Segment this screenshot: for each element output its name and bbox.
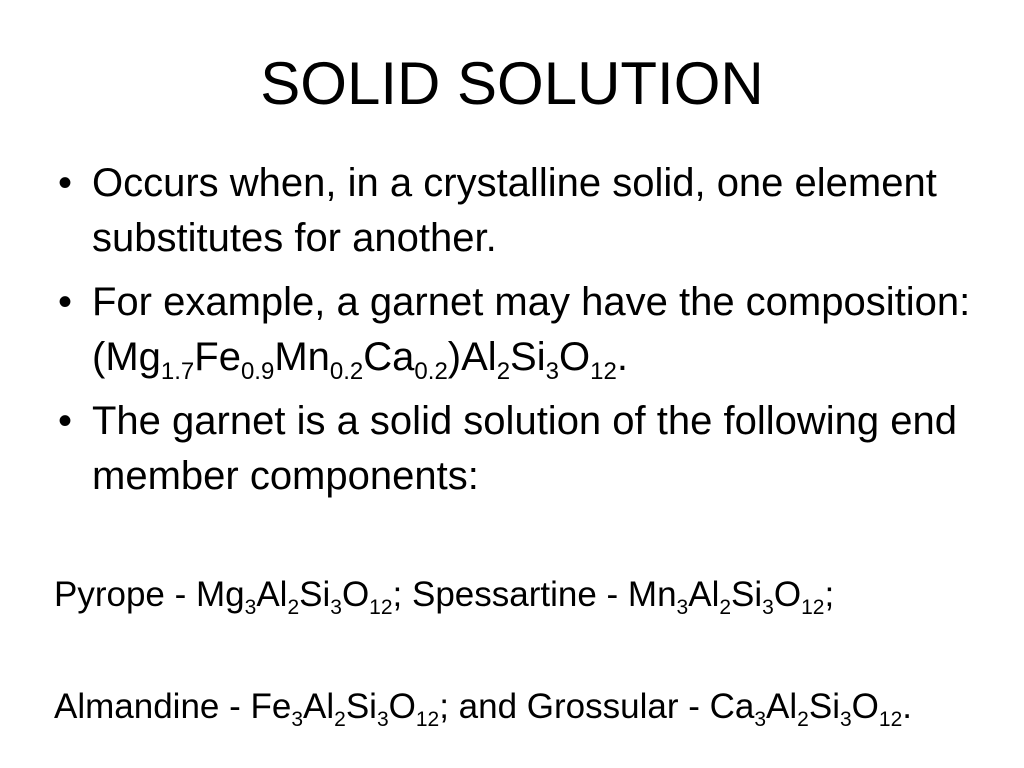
- subscript: 0.9: [240, 358, 275, 385]
- subscript: 12: [878, 708, 903, 731]
- end-member-almandine-grossular: [54, 682, 1024, 731]
- subscript: 3: [244, 596, 257, 619]
- text-run: Si: [808, 687, 840, 726]
- text-run: (Mg: [92, 335, 161, 379]
- bullet-dot-icon: •: [58, 161, 73, 205]
- text-run: O: [558, 335, 591, 379]
- text-run: Mn: [274, 335, 330, 379]
- subscript: 0.2: [329, 358, 364, 385]
- text-run: Fe: [194, 335, 241, 379]
- subscript: 3: [291, 708, 304, 731]
- bullet-text: Occurs when, in a crystalline solid, one element substitutes for another.: [92, 161, 937, 260]
- subscript: 12: [590, 358, 617, 385]
- text-run: )Al: [447, 335, 497, 379]
- subscript: 3: [754, 708, 767, 731]
- text-run: O: [773, 575, 802, 614]
- text-run: Ca: [363, 335, 415, 379]
- bullet-item: [56, 394, 1016, 504]
- subscript: 0.2: [414, 358, 448, 385]
- text-run: O: [851, 687, 879, 726]
- text-run: ;: [824, 575, 835, 614]
- text-run: Si: [299, 575, 331, 614]
- subscript: 12: [369, 596, 393, 619]
- text-run: .: [616, 335, 628, 379]
- subscript: 12: [801, 596, 825, 619]
- subscript: 2: [287, 596, 300, 619]
- text-run: Si: [731, 575, 763, 614]
- text-run: Si: [510, 335, 546, 379]
- bullet-text: The garnet is a solid solution of the following end member components:: [92, 399, 957, 498]
- text-run: .: [902, 687, 912, 726]
- bullet-text: For example, a garnet may have the composition:: [92, 280, 971, 324]
- subscript: 3: [839, 708, 852, 731]
- text-run: Al: [688, 575, 720, 614]
- subscript: 3: [330, 596, 342, 619]
- end-member-pyrope-spessartine: [54, 570, 1024, 619]
- garnet-formula: [92, 330, 1016, 385]
- text-run: ; and Grossular - Ca: [439, 687, 755, 726]
- text-run: Almandine - Fe: [54, 687, 292, 726]
- text-run: Al: [256, 575, 288, 614]
- bullet-dot-icon: •: [58, 280, 73, 324]
- text-run: Al: [766, 687, 798, 726]
- subscript: 2: [334, 708, 346, 731]
- text-run: O: [388, 687, 416, 726]
- text-run: Al: [303, 687, 335, 726]
- text-run: O: [341, 575, 370, 614]
- bullet-dot-icon: •: [58, 399, 73, 443]
- text-run: ; Spessartine - Mn: [392, 575, 677, 614]
- slide-title: SOLID SOLUTION: [260, 50, 764, 117]
- bullet-item: [56, 156, 1016, 266]
- subscript: 2: [496, 358, 511, 385]
- subscript: 2: [719, 596, 732, 619]
- subscript: 2: [797, 708, 809, 731]
- bullet-list: [56, 156, 1016, 513]
- subscript: 3: [676, 596, 689, 619]
- subscript: 1.7: [160, 358, 195, 385]
- text-run: Pyrope - Mg: [54, 575, 245, 614]
- subscript: 3: [376, 708, 389, 731]
- subscript: 12: [415, 708, 440, 731]
- subscript: 3: [545, 358, 559, 385]
- bullet-item: [56, 275, 1016, 385]
- text-run: Si: [345, 687, 377, 726]
- subscript: 3: [762, 596, 774, 619]
